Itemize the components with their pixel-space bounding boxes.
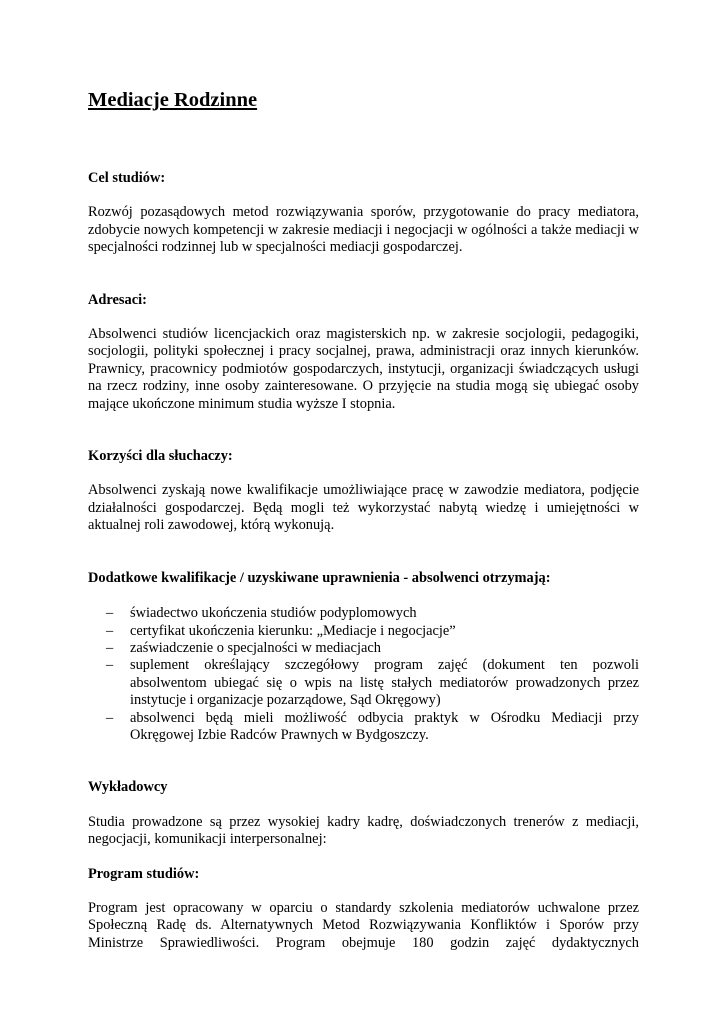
section-text-program: Program jest opracowany w oparciu o standardy szkolenia mediatorów uchwalone przez Społeczną Radę ds. Alternatywnych Metod Rozwiązywania Konfliktów i Sporów przy Ministrze Sprawiedliwości. Program obejmuje 180 godzin zajęć dydaktycznych [88,899,639,951]
qualifications-list [88,605,639,744]
list-item: – suplement określający szczegółowy program zajęć (dokument ten pozwoli absolwentom ubiegać się o wpis na listę stałych mediatorów prowadzonych przez instytucje i organizacje pozarządowe, Sąd Okręgowy) [130,657,639,709]
section-text-adresaci: Absolwenci studiów licencjackich oraz magisterskich np. w zakresie socjologii, pedagogiki, socjologii, polityki społecznej i pracy socjalnej, prawa, administracji oraz innych kierunków. Prawnicy, pracownicy podmiotów gospodarczych, instytucji, organizacji świadczących usługi na rzecz rodziny, inne osoby zainteresowane. O przyjęcie na studia mogą się ubiegać osoby mające ukończone minimum studia wyższe I stopnia. [88,326,639,412]
list-item: – absolwenci będą mieli możliwość odbycia praktyk w Ośrodku Mediacji przy Okręgowej Izbie Radców Prawnych w Bydgoszczy. [130,710,639,745]
document-page [88,88,639,952]
page-title: Mediacje Rodzinne [88,89,258,111]
list-item: – certyfikat ukończenia kierunku: „Mediacje i negocjacje” [130,623,639,640]
list-item: – świadectwo ukończenia studiów podyplomowych [130,605,639,622]
list-item: – zaświadczenie o specjalności w mediacjach [130,640,639,657]
section-heading-program: Program studiów: [88,865,200,882]
section-heading-cel: Cel studiów: [88,170,166,186]
section-text-cel: Rozwój pozasądowych metod rozwiązywania sporów, przygotowanie do pracy mediatora, zdobycie nowych kompetencji w zakresie mediacji i negocjacji w ogólności a także mediacji w specjalności rodzinnej lub w specjalności mediacji gospodarczej. [88,204,639,256]
section-heading-adresaci: Adresaci: [88,291,147,308]
section-text-korzysci: Absolwenci zyskają nowe kwalifikacje umożliwiające pracę w zawodzie mediatora, podjęcie działalności gospodarczej. Będą mogli też wykorzystać nabytą wiedzę i umiejętności w aktualnej roli zawodowej, którą wykonują. [88,482,639,534]
section-heading-wykladowcy: Wykładowcy [88,779,168,796]
section-text-wykladowcy: Studia prowadzone są przez wysokiej kadry kadrę, doświadczonych trenerów z mediacji, negocjacji, komunikacji interpersonalnej: [88,813,639,848]
section-heading-kwalifikacje: Dodatkowe kwalifikacje / uzyskiwane uprawnienia - absolwenci otrzymają: [88,569,551,586]
section-heading-korzysci: Korzyści dla słuchaczy: [88,448,233,465]
